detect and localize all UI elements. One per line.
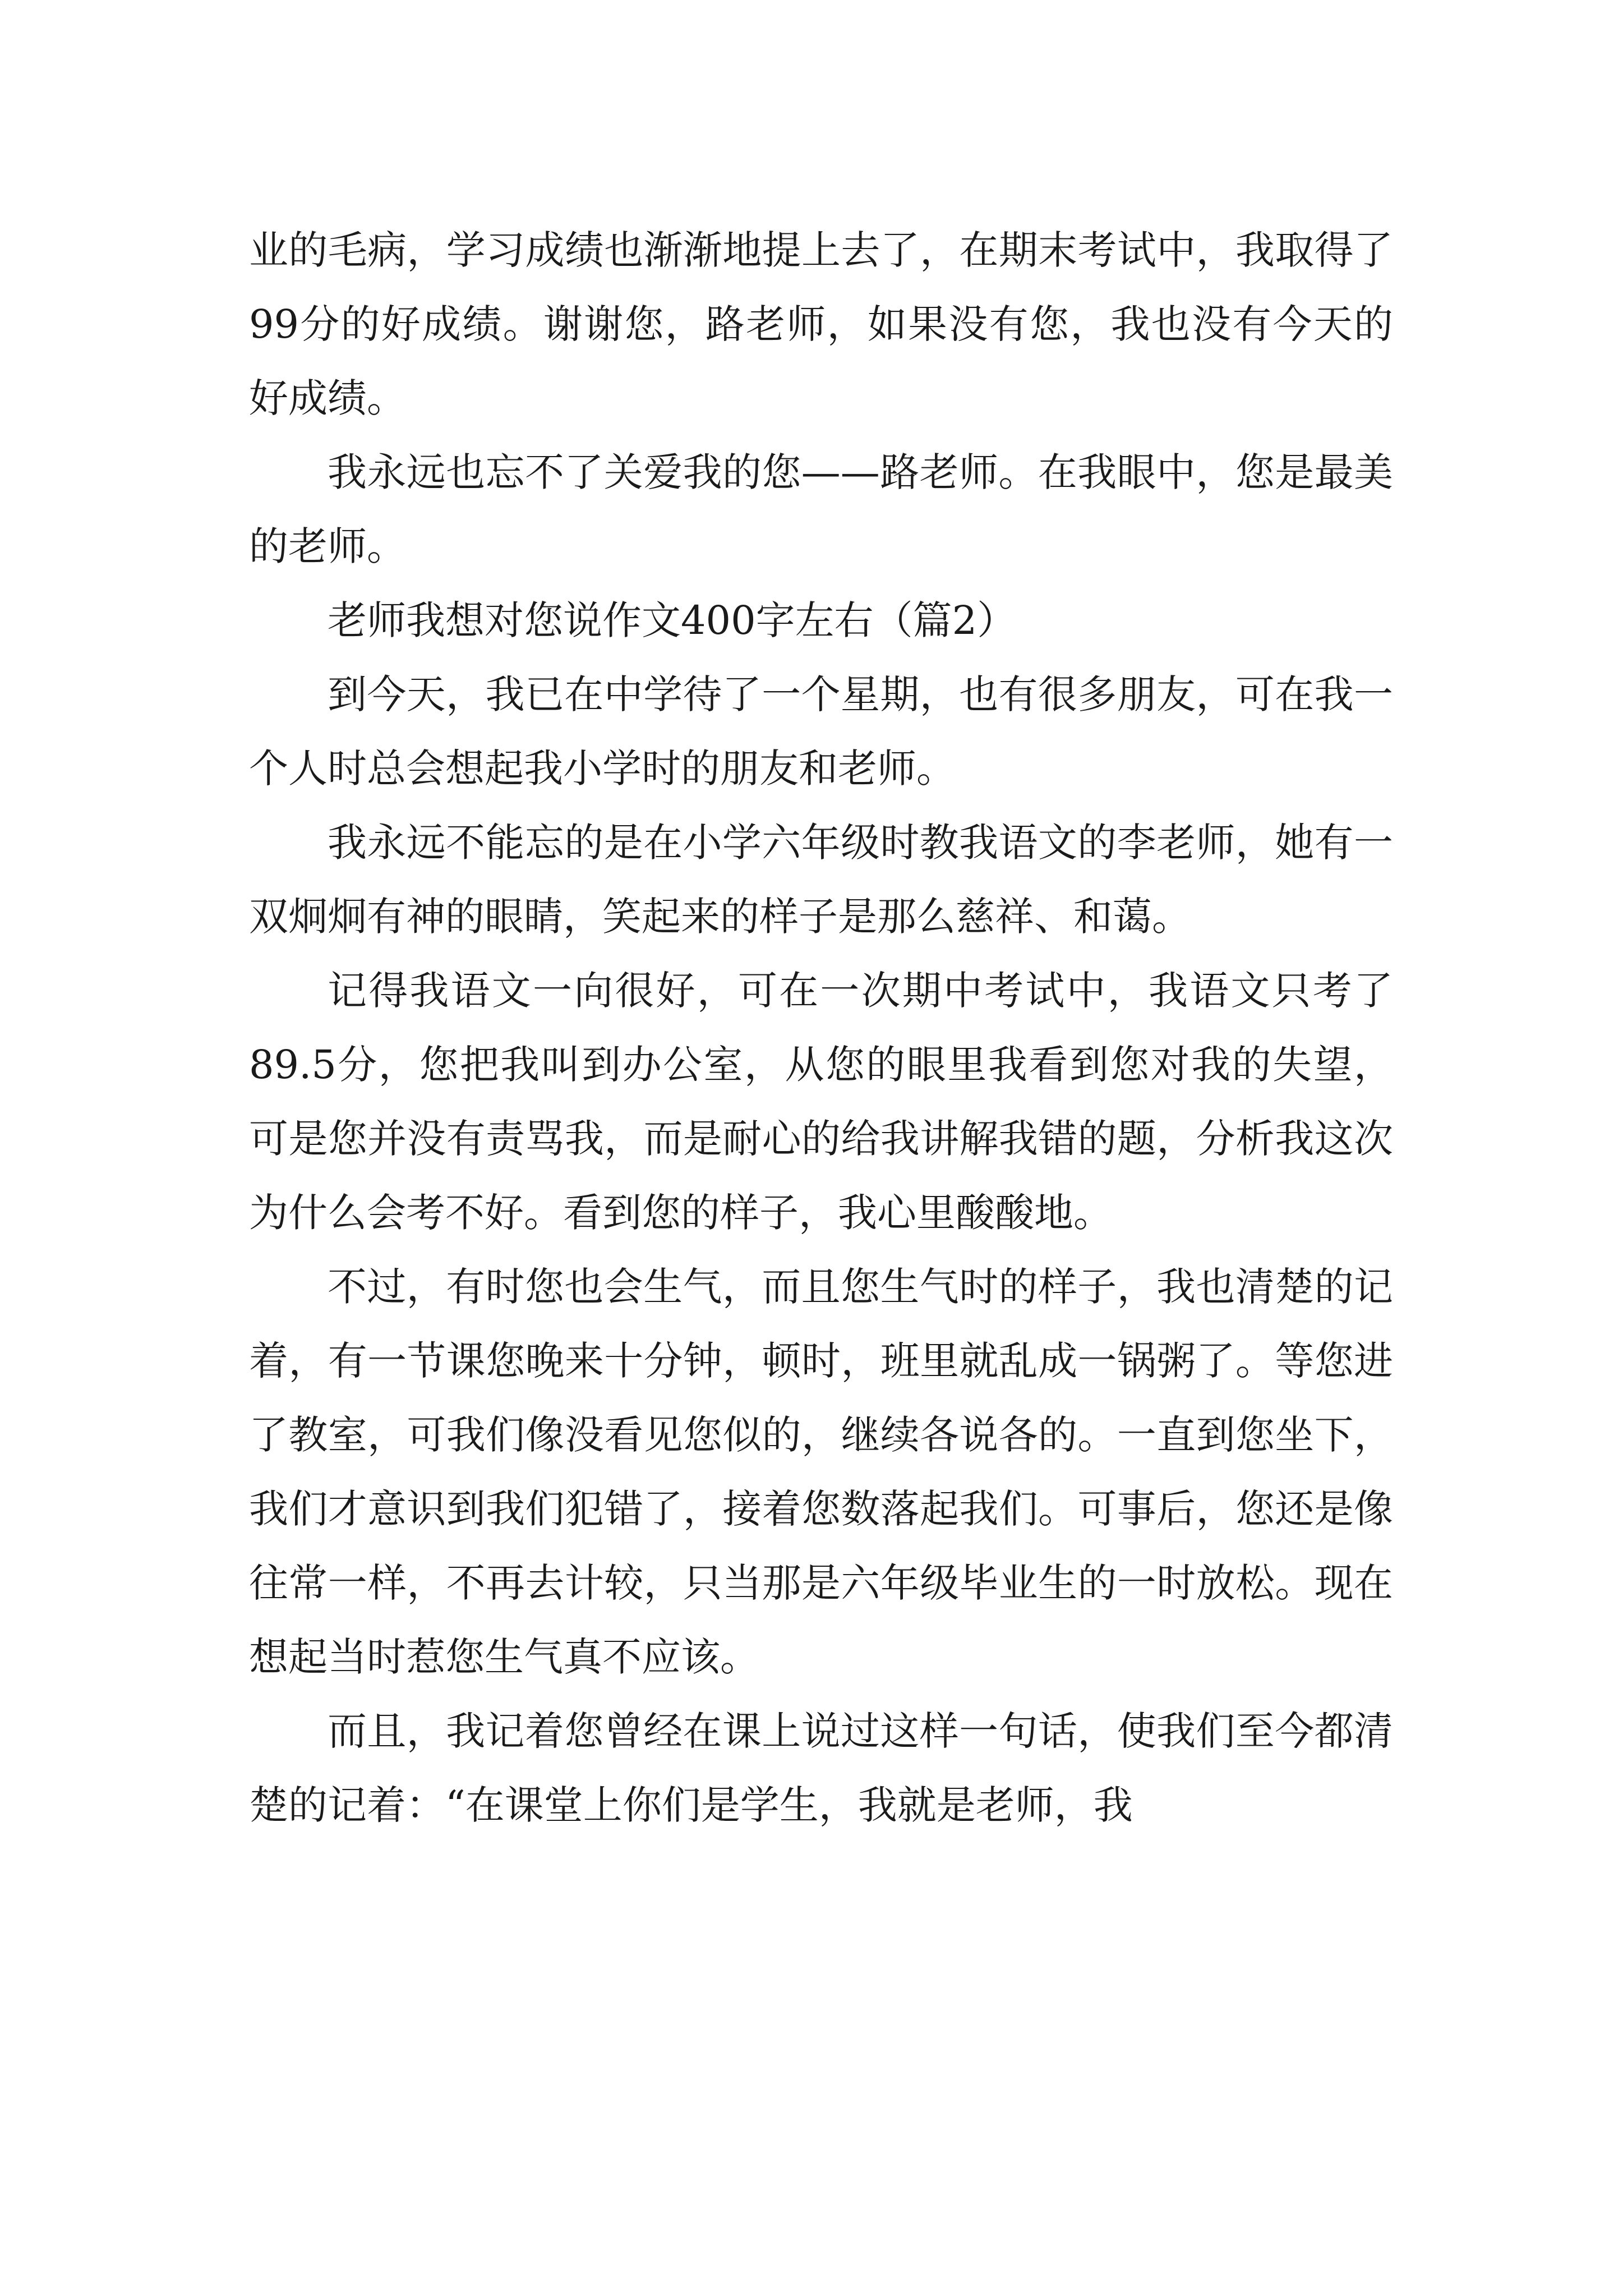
- paragraph: 我永远不能忘的是在小学六年级时教我语文的李老师，她有一双炯炯有神的眼睛，笑起来的样子是那么慈祥、和蔼。: [249, 820, 1393, 940]
- paragraph: 到今天，我已在中学待了一个星期，也有很多朋友，可在我一个人时总会想起我小学时的朋友和老师。: [249, 671, 1393, 792]
- paragraph: 我永远也忘不了关爱我的您——路老师。在我眼中，您是最美的老师。: [249, 449, 1393, 569]
- paragraph: 不过，有时您也会生气，而且您生气时的样子，我也清楚的记着，有一节课您晚来十分钟，顿时，班里就乱成一锅粥了。等您进了教室，可我们像没看见您似的，继续各说各的。一直到您坐下，我们才意识到我们犯错了，接着您数落起我们。可事后，您还是像往常一样，不再去计较，只当那是六年级毕业生的一时放松。现在想起当时惹您生气真不应该。: [249, 1264, 1393, 1680]
- document-body: [249, 213, 1393, 1842]
- section-heading: 老师我想对您说作文400字左右（篇2）: [328, 597, 1017, 643]
- paragraph-continuation: 业的毛病，学习成绩也渐渐地提上去了，在期末考试中，我取得了99分的好成绩。谢谢您，路老师，如果没有您，我也没有今天的好成绩。: [249, 227, 1393, 421]
- paragraph: 记得我语文一向很好，可在一次期中考试中，我语文只考了89.5分，您把我叫到办公室，从您的眼里我看到您对我的失望，可是您并没有责骂我，而是耐心的给我讲解我错的题，分析我这次为什么会考不好。看到您的样子，我心里酸酸地。: [249, 968, 1393, 1236]
- paragraph: 而且，我记着您曾经在课上说过这样一句话，使我们至今都清楚的记着：“在课堂上你们是学生，我就是老师，我: [249, 1708, 1393, 1828]
